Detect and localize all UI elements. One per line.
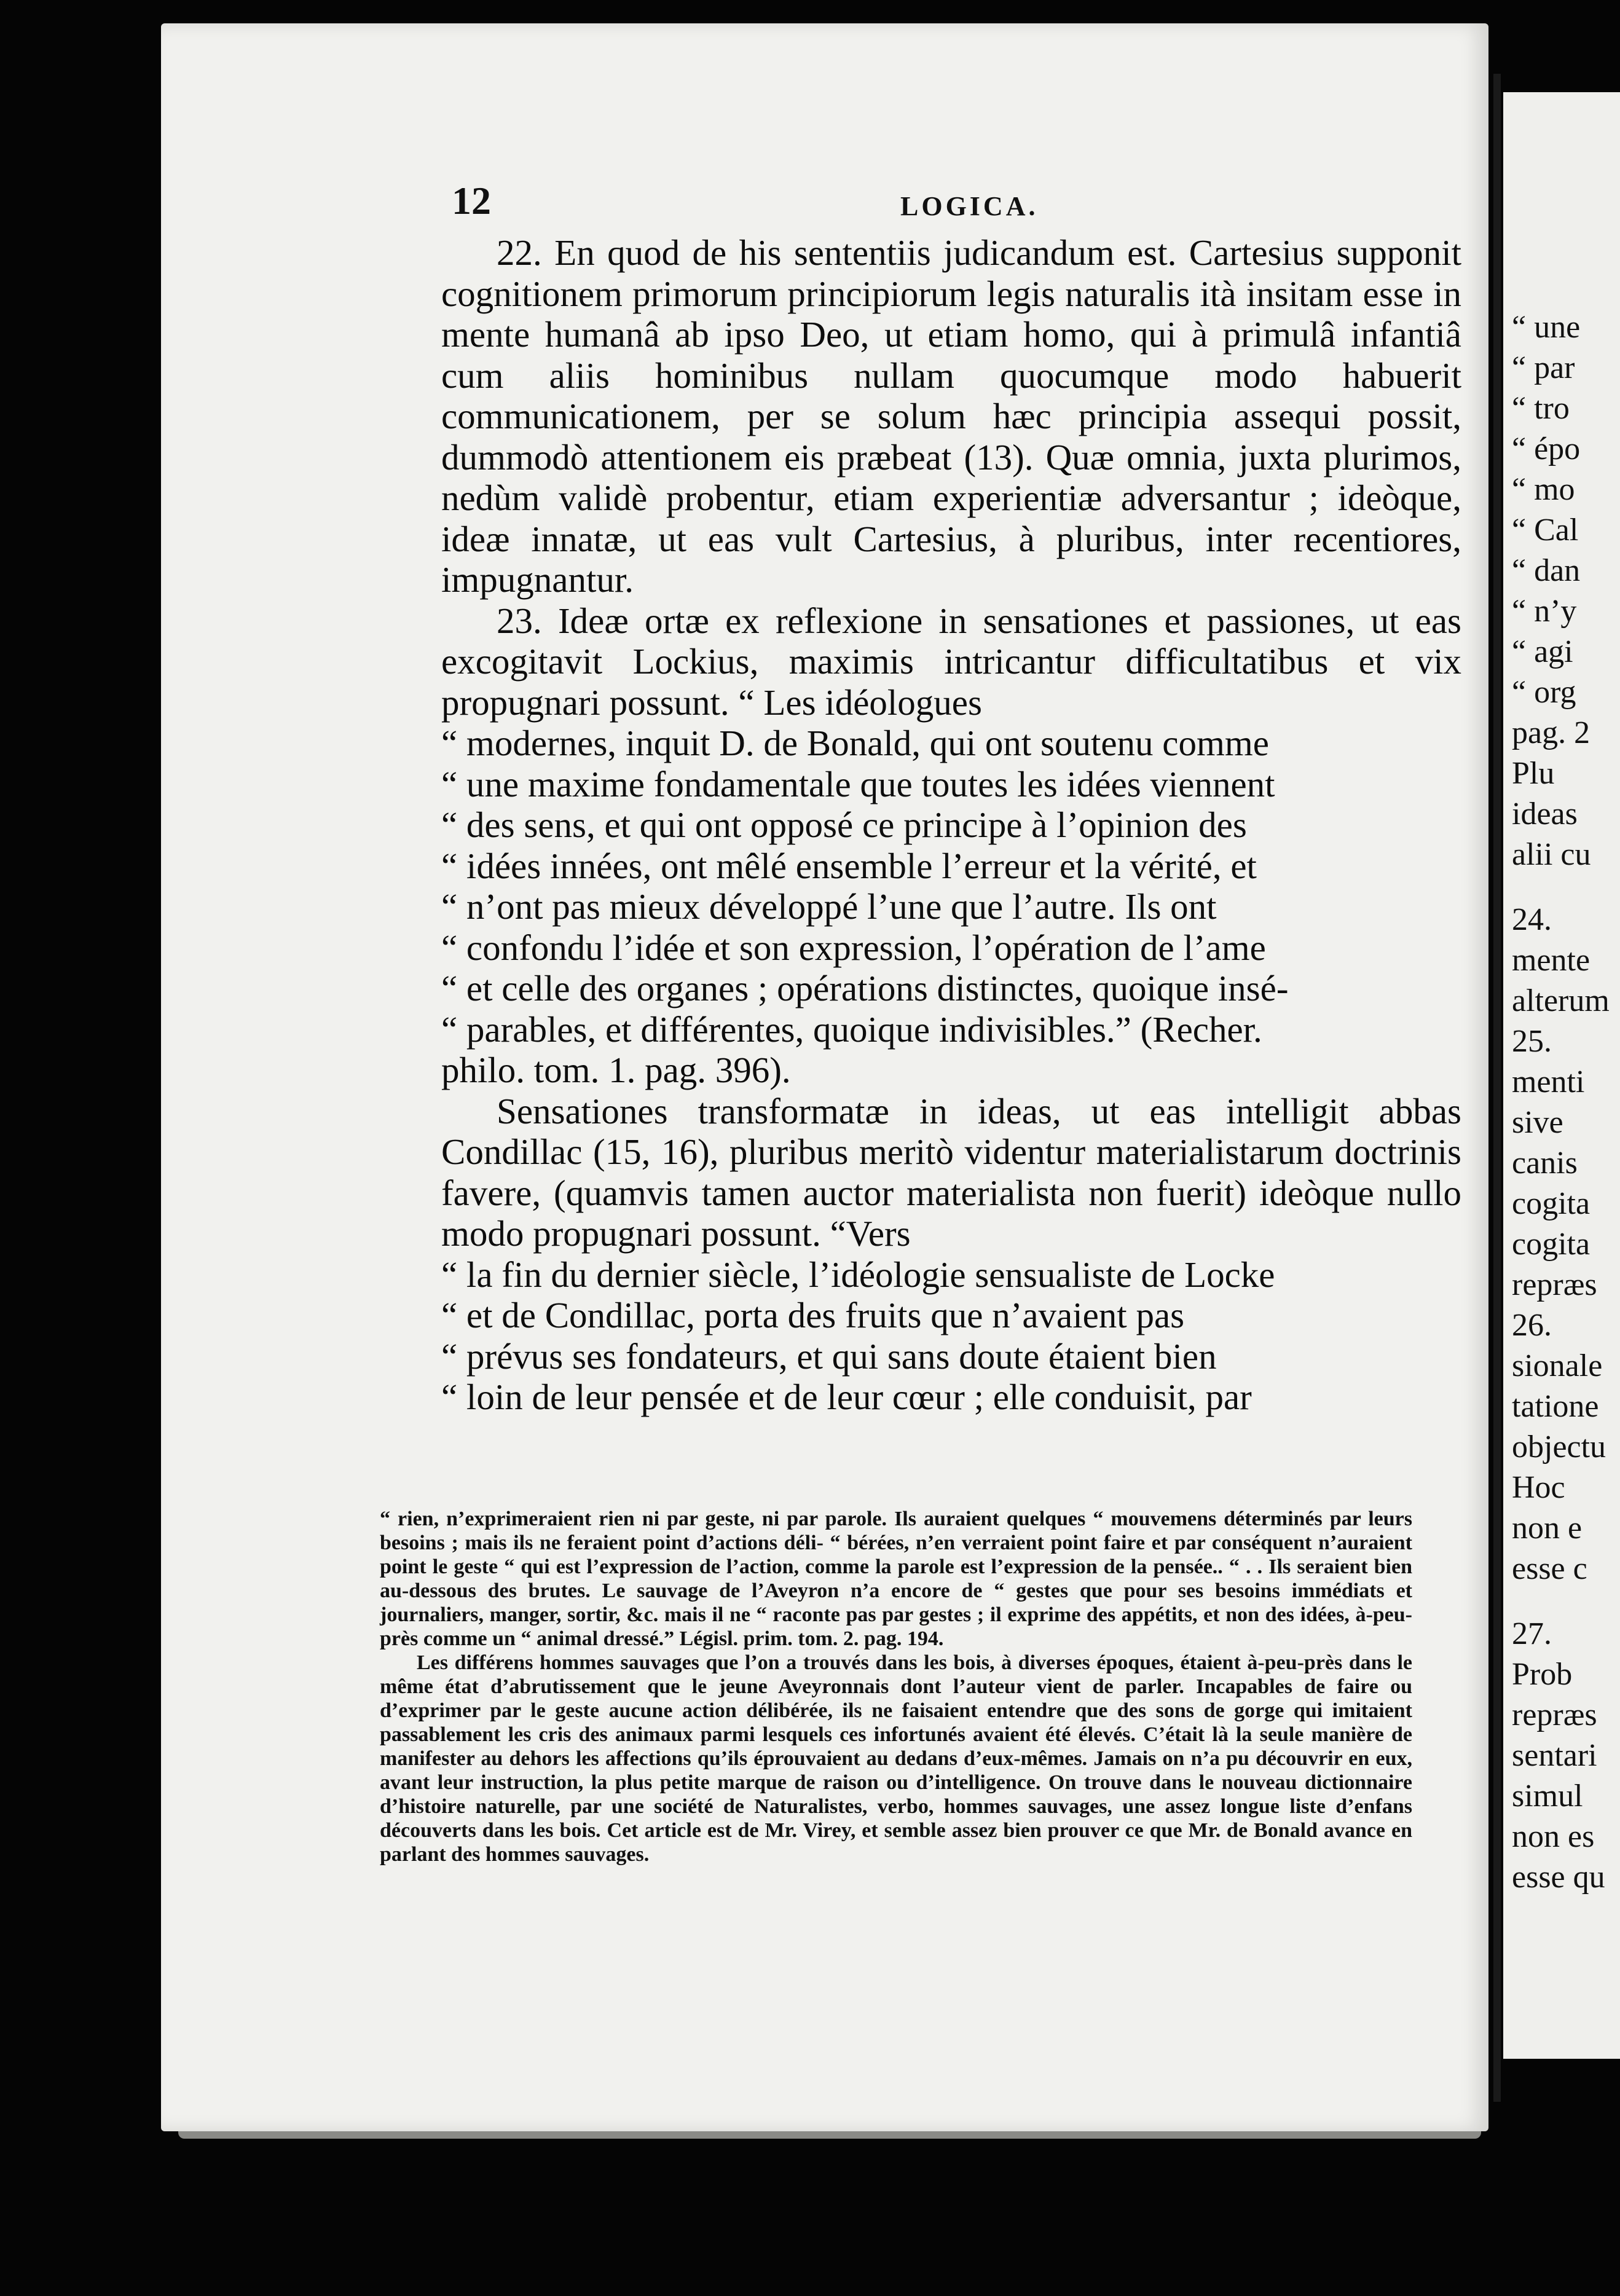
fragment-line: “ épo — [1512, 431, 1581, 466]
spacer — [1512, 1589, 1620, 1614]
reference-line: philo. tom. 1. pag. 396). — [441, 1050, 791, 1090]
fragment-line: “ n’y — [1512, 594, 1577, 629]
fragment-line: cogita — [1512, 1227, 1591, 1262]
quote-line: “ idées innées, ont mêlé ensemble l’erreur et la vérité, et — [441, 845, 1257, 886]
fragment-line: “ tro — [1512, 391, 1570, 426]
fragment-line: 26. — [1512, 1308, 1552, 1343]
spacer — [1512, 875, 1620, 900]
fragment-line: menti — [1512, 1064, 1585, 1099]
fragment-line: 27. — [1512, 1616, 1552, 1651]
running-title: LOGICA. — [900, 191, 1039, 221]
quote-line: “ loin de leur pensée et de leur cœur ; elle conduisit, par — [441, 1377, 1252, 1417]
footnote-paragraph: Les différens hommes sauvages que l’on a trouvés dans les bois, à diverses époques, étaient à-peu-près dans le même état d’abrutissement que le jeune Aveyronnais dont l’auteur vient de parler. Incapables de faire ou d’exprimer par le geste aucune action délibérée, ils ne faisaient entendre que des sons de gorge qui imitaient passablement les cris des animaux parmi lesquels ces infortunés avaient été élevés. C’était là la seule manière de manifester au dehors les affections qu’ils éprouvaient au dedans d’eux-mêmes. Jamais on n’a pu découvrir en eux, avant leur instruction, la plus petite marque de raison ou d’intelligence. On trouve dans le nouveau dictionnaire d’histoire naturelle, par une société de Naturalistes, verbo, hommes sauvages, une assez longue liste d’enfans découverts dans les bois. Cet article est de Mr. Virey, et semble assez bien prouver ce que Mr. de Bonald avance en parlant des hommes sauvages. — [380, 1651, 1412, 1866]
quote-line: “ modernes, inquit D. de Bonald, qui ont soutenu comme — [441, 723, 1269, 763]
fragment-line: canis — [1512, 1146, 1578, 1181]
fragment-line: Plu — [1512, 756, 1555, 791]
fragment-line: “ dan — [1512, 553, 1581, 588]
fragment-line: “ agi — [1512, 634, 1573, 669]
fragment-line: pag. 2 — [1512, 715, 1591, 750]
fragment-line: 25. — [1512, 1024, 1552, 1059]
page-number: 12 — [452, 179, 491, 222]
quote-line: “ la fin du dernier siècle, l’idéologie sensualiste de Locke — [441, 1254, 1275, 1295]
fragment-line: sentari — [1512, 1738, 1597, 1773]
fragment-line: “ mo — [1512, 472, 1575, 507]
quote-line: “ parables, et différentes, quoique indivisibles.” (Recher. — [441, 1008, 1262, 1050]
quote-line: “ prévus ses fondateurs, et qui sans doute étaient bien — [441, 1335, 1217, 1377]
fragment-line: repræs — [1512, 1267, 1597, 1302]
fragment-line: “ par — [1512, 350, 1575, 385]
fragment-line: esse c — [1512, 1551, 1587, 1586]
fragment-line: objectu — [1512, 1429, 1606, 1464]
book-spine — [1493, 74, 1501, 2102]
fragment-line: 24. — [1512, 902, 1552, 937]
fragment-line: sive — [1512, 1105, 1563, 1140]
fragment-line: Prob — [1512, 1657, 1573, 1692]
fragment-line: non e — [1512, 1511, 1583, 1546]
quote-line: “ et celle des organes ; opérations distinctes, quoique insé- — [441, 968, 1289, 1008]
fragment-line: cogita — [1512, 1186, 1591, 1221]
quote-line: “ n’ont pas mieux développé l’une que l’autre. Ils ont — [441, 886, 1217, 927]
fragment-line: esse qu — [1512, 1860, 1605, 1895]
paragraph-sensationes: Sensationes transformatæ in ideas, ut eas intelligit abbas Condillac (15, 16), pluribus meritò videntur materialistarum doctrinis favere, (quamvis tamen auctor materialista non fuerit) ideòque nullo modo propugnari possunt. “Vers — [441, 1090, 1461, 1254]
paragraph-23-intro: 23. Ideæ ortæ ex reflexione in sensationes et passiones, ut eas excogitavit Lockius, maximis intricantur difficultatibus et vix propugnari possunt. “ Les idéologues — [441, 600, 1461, 723]
fragment-line: alterum — [1512, 983, 1610, 1018]
fragment-line: alii cu — [1512, 837, 1591, 872]
fragment-line: sionale — [1512, 1348, 1603, 1383]
fragment-line: ideas — [1512, 796, 1578, 832]
page-header — [452, 178, 1435, 240]
main-text — [441, 232, 1461, 1418]
quote-line: “ et de Condillac, porta des fruits que n’avaient pas — [441, 1295, 1185, 1335]
footnote-quote: “ rien, n’exprimeraient rien ni par geste, ni par parole. Ils auraient quelques “ mouvemens déterminés par leurs besoins ; mais ils ne feraient point d’actions déli- “ bérées, n’en verraient point faire et par conséquent n’auraient point le geste “ qui est l’expression de l’action, comme la parole est l’expression de la pensée.. “ . . Ils seraient bien au-dessous des brutes. Le sauvage de l’Aveyron n’a encore de “ gestes que pour ses besoins immédiats et journaliers, manger, sortir, &c. mais il ne “ raconte pas par gestes ; il exprime des appétits, et non des idées, à-peu-près comme un “ animal dressé.” Législ. prim. tom. 2. pag. 194. — [380, 1508, 1412, 1650]
fragment-line: mente — [1512, 943, 1591, 978]
right-page-fragments — [1512, 307, 1620, 1898]
paragraph-22: 22. En quod de his sententiis judicandum est. Cartesius supponit cognitionem primorum principiorum legis naturalis ità insitam esse in mente humanâ ab ipso Deo, ut etiam homo, qui à primulâ infantiâ cum aliis hominibus nullam quocumque modo habuerit communicationem, per se solum hæc principia assequi possit, dummodò attentionem eis præbeat (13). Quæ omnia, juxta plurimos, nedùm validè probentur, etiam experientiæ adversantur ; ideòque, ideæ innatæ, ut eas vult Cartesius, à pluribus, inter recentiores, impugnantur. — [441, 232, 1461, 600]
footnotes — [380, 1507, 1412, 1866]
quote-line: “ confondu l’idée et son expression, l’opération de l’ame — [441, 927, 1266, 968]
quote-line: “ des sens, et qui ont opposé ce principe à l’opinion des — [441, 804, 1247, 845]
fragment-line: simul — [1512, 1779, 1583, 1814]
fragment-line: “ org — [1512, 675, 1576, 710]
fragment-line: Hoc — [1512, 1470, 1565, 1505]
fragment-line: non es — [1512, 1819, 1595, 1854]
fragment-line: “ une — [1512, 310, 1581, 345]
fragment-line: “ Cal — [1512, 513, 1579, 548]
fragment-line: repræs — [1512, 1697, 1597, 1732]
fragment-line: tatione — [1512, 1389, 1599, 1424]
quote-line: “ une maxime fondamentale que toutes les idées viennent — [441, 763, 1275, 804]
